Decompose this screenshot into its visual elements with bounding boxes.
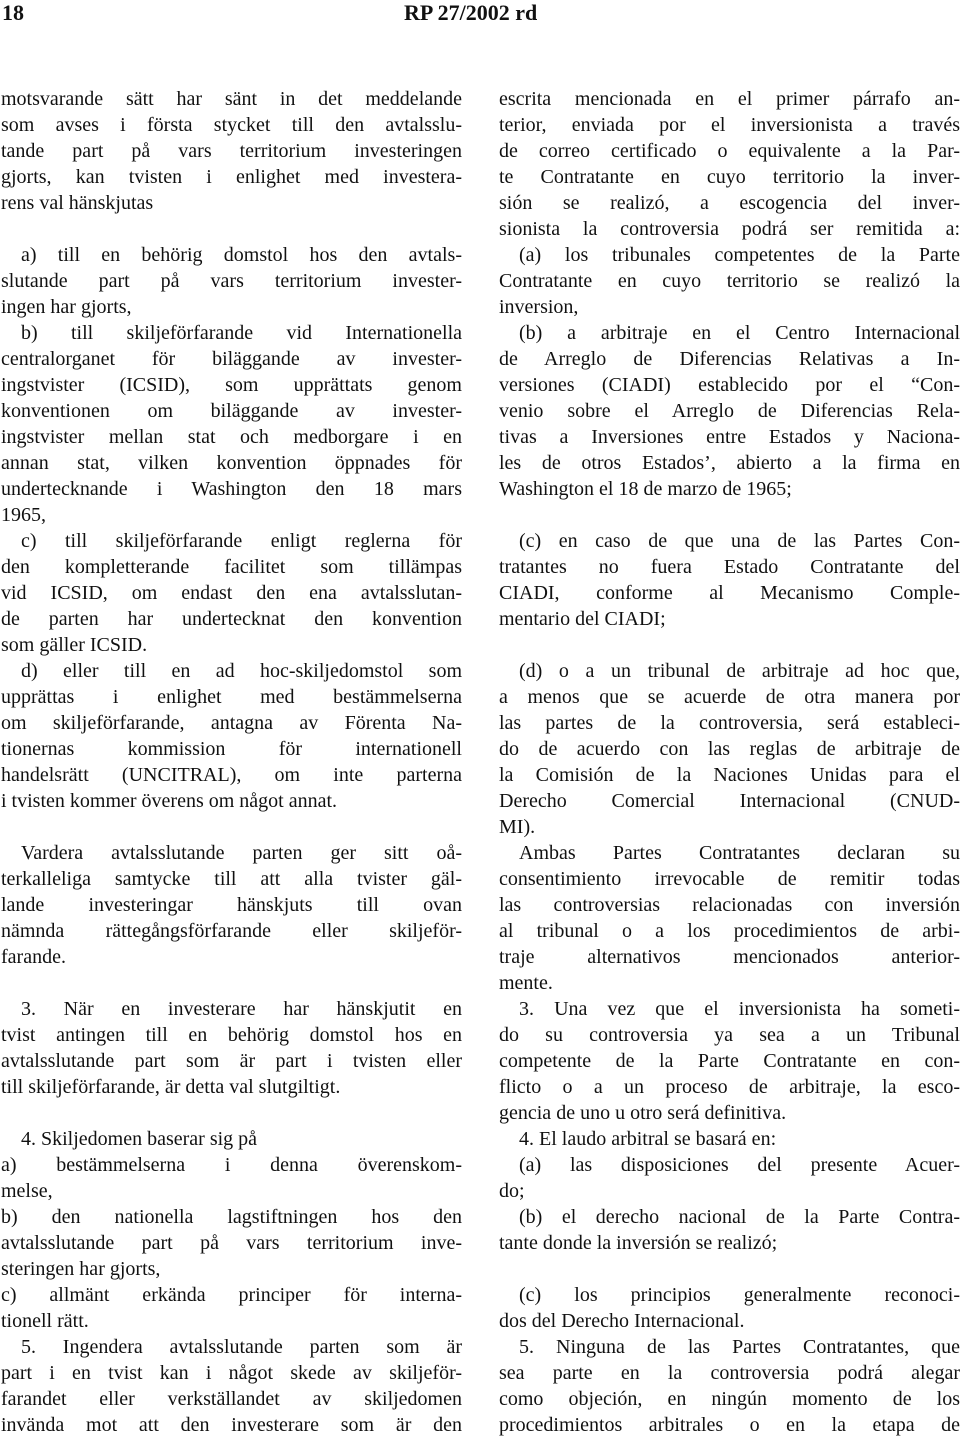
text-line: den kompletterande facilitet som tillämpas (1, 556, 462, 578)
text-line: al tribunal o a los procedimientos de arbi- (499, 920, 960, 942)
text-line: mente. (499, 972, 553, 994)
text-line: konventionen om biläggande av invester- (1, 400, 462, 422)
text-line: do de acuerdo con las reglas de arbitraje de (499, 738, 960, 760)
document-title: RP 27/2002 rd (404, 0, 538, 25)
text-line: d) eller till en ad hoc-skiljedomstol som (21, 660, 462, 682)
text-line: rens val hänskjutas (1, 192, 154, 214)
text-line: 1965, (1, 504, 46, 526)
text-line: centralorganet för biläggande av invester- (1, 348, 462, 370)
text-line: competente de la Parte Contratante en con- (499, 1050, 960, 1072)
text-line: 3. Una vez que el inversionista ha someti- (519, 998, 960, 1020)
text-line: do su controversia ya sea a un Tribunal (499, 1024, 960, 1046)
text-line: annan stat, vilken konvention öppnades för (1, 452, 462, 474)
text-line: gjorts, kan tvisten i enlighet med investera- (1, 166, 462, 188)
text-line: las partes de la controversia, será estableci- (499, 712, 960, 734)
text-line: om skiljeförfarande, antagna av Förenta Na- (1, 712, 462, 734)
text-line: de parten har undertecknat den konvention (1, 608, 462, 630)
text-line: (c) los principios generalmente reconoci- (519, 1284, 960, 1306)
text-line: lande investeringar hänskjuts till ovan (1, 894, 462, 916)
text-line: c) till skiljeförfarande enligt reglerna för (21, 530, 462, 552)
swedish-column (1, 86, 462, 1438)
text-line: sionista la controversia podrá ser remitida a: (499, 218, 960, 240)
text-line: avtalsslutande part på vars territorium inve- (1, 1232, 462, 1254)
text-line: terior, enviada por el inversionista a través (499, 114, 960, 136)
text-line: steringen har gjorts, (1, 1258, 161, 1280)
text-line: tante donde la inversión se realizó; (499, 1232, 778, 1254)
text-line: Ambas Partes Contratantes declaran su (519, 842, 960, 864)
text-line: procedimientos arbitrales o en la etapa de (499, 1414, 960, 1436)
text-line: versiones (CIADI) establecido por el “Con- (499, 374, 960, 396)
text-line: upprättas i enlighet med bestämmelserna (1, 686, 462, 708)
text-line: invända mot att den investerare som är den (1, 1414, 462, 1436)
text-line: ingstvister (ICSID), som upprättats genom (1, 374, 462, 396)
text-line: MI). (499, 816, 536, 838)
text-line: te Contratante en cuyo territorio la inver- (499, 166, 960, 188)
text-line: CIADI, conforme al Mecanismo Comple- (499, 582, 960, 604)
text-line: traje alternativos mencionados anterior- (499, 946, 960, 968)
text-line: tionell rätt. (1, 1310, 89, 1332)
text-line: Washington el 18 de marzo de 1965; (499, 478, 792, 500)
text-line: gencia de uno u otro será definitiva. (499, 1102, 787, 1124)
text-line: som avses i första stycket till den avtalsslu- (1, 114, 462, 136)
text-line: sea parte en la controversia podrá alegar (499, 1362, 960, 1384)
text-line: terkalleliga samtycke till att alla tvister gäl- (1, 868, 462, 890)
text-line: consentimiento irrevocable de remitir todas (499, 868, 960, 890)
text-line: a) bestämmelserna i denna överenskom- (1, 1154, 462, 1176)
text-line: till skiljeförfarande, är detta val slutgiltigt. (1, 1076, 341, 1098)
text-line: motsvarande sätt har sänt in det meddelande (1, 88, 462, 110)
text-line: vid ICSID, om endast den ena avtalsslutan- (1, 582, 462, 604)
text-line: slutande part på vars territorium invester- (1, 270, 462, 292)
text-line: 5. Ninguna de las Partes Contratantes, que (519, 1336, 960, 1358)
text-line: venio sobre el Arreglo de Diferencias Rela- (499, 400, 960, 422)
text-line: Derecho Comercial Internacional (CNUD- (499, 790, 960, 812)
text-line: b) till skiljeförfarande vid Internationella (21, 322, 462, 344)
text-line: handelsrätt (UNCITRAL), om inte parterna (1, 764, 462, 786)
text-line: 5. Ingendera avtalsslutande parten som är (21, 1336, 462, 1358)
text-line: las controversias relacionadas con inversión (499, 894, 960, 916)
text-line: (b) a arbitraje en el Centro Internacional (519, 322, 960, 344)
text-line: a menos que se acuerde de otra manera por (499, 686, 960, 708)
text-line: (d) o a un tribunal de arbitraje ad hoc que, (519, 660, 960, 682)
text-line: flicto o a un proceso de arbitraje, la esco- (499, 1076, 960, 1098)
text-line: nämnda rättegångsförfarande eller skiljeför- (1, 920, 462, 942)
text-line: inversion, (499, 296, 579, 318)
text-line: farandet eller verkställandet av skiljedomen (1, 1388, 462, 1410)
text-line: escrita mencionada en el primer párrafo an- (499, 88, 960, 110)
text-line: b) den nationella lagstiftningen hos den (1, 1206, 462, 1228)
text-line: Contratante en cuyo territorio se realizó la (499, 270, 960, 292)
page-header (0, 0, 960, 40)
text-line: (b) el derecho nacional de la Parte Contra- (519, 1206, 960, 1228)
text-line: mentario del CIADI; (499, 608, 666, 630)
text-line: do; (499, 1180, 525, 1202)
text-line: tande part på vars territorium investeringen (1, 140, 462, 162)
text-line: 4. El laudo arbitral se basará en: (519, 1128, 777, 1150)
text-line: de correo certificado o equivalente a la Par- (499, 140, 960, 162)
text-line: ingen har gjorts, (1, 296, 132, 318)
text-line: 4. Skiljedomen baserar sig på (21, 1128, 258, 1150)
text-line: melse, (1, 1180, 53, 1202)
text-line: tivas a Inversiones entre Estados y Naciona- (499, 426, 960, 448)
text-line: la Comisión de la Naciones Unidas para el (499, 764, 960, 786)
text-line: som gäller ICSID. (1, 634, 148, 656)
text-line: les de otros Estados’, abierto a la firma en (499, 452, 960, 474)
text-line: dos del Derecho Internacional. (499, 1310, 745, 1332)
text-line: i tvisten kommer överens om något annat. (1, 790, 338, 812)
spanish-column (499, 86, 960, 1438)
text-line: de Arreglo de Diferencias Relativas a In- (499, 348, 960, 370)
text-line: a) till en behörig domstol hos den avtals- (21, 244, 462, 266)
text-line: tionernas kommission för internationell (1, 738, 462, 760)
text-line: avtalsslutande part som är part i tvisten eller (1, 1050, 462, 1072)
text-line: (c) en caso de que una de las Partes Con- (519, 530, 960, 552)
text-line: c) allmänt erkända principer för interna- (1, 1284, 462, 1306)
text-line: ingstvister mellan stat och medborgare i en (1, 426, 462, 448)
text-line: (a) las disposiciones del presente Acuer- (519, 1154, 960, 1176)
page-number: 18 (2, 0, 24, 25)
text-line: farande. (1, 946, 66, 968)
text-line: undertecknande i Washington den 18 mars (1, 478, 462, 500)
text-line: tvist antingen till en behörig domstol hos en (1, 1024, 462, 1046)
text-line: sión se realizó, a escogencia del inver- (499, 192, 960, 214)
text-line: Vardera avtalsslutande parten ger sitt oå- (21, 842, 462, 864)
text-line: 3. När en investerare har hänskjutit en (21, 998, 462, 1020)
text-line: tratantes no fuera Estado Contratante del (499, 556, 960, 578)
text-line: (a) los tribunales competentes de la Parte (519, 244, 960, 266)
text-line: part i en tvist kan i något skede av skiljeför- (1, 1362, 462, 1384)
text-line: como objeción, en ningún momento de los (499, 1388, 960, 1410)
